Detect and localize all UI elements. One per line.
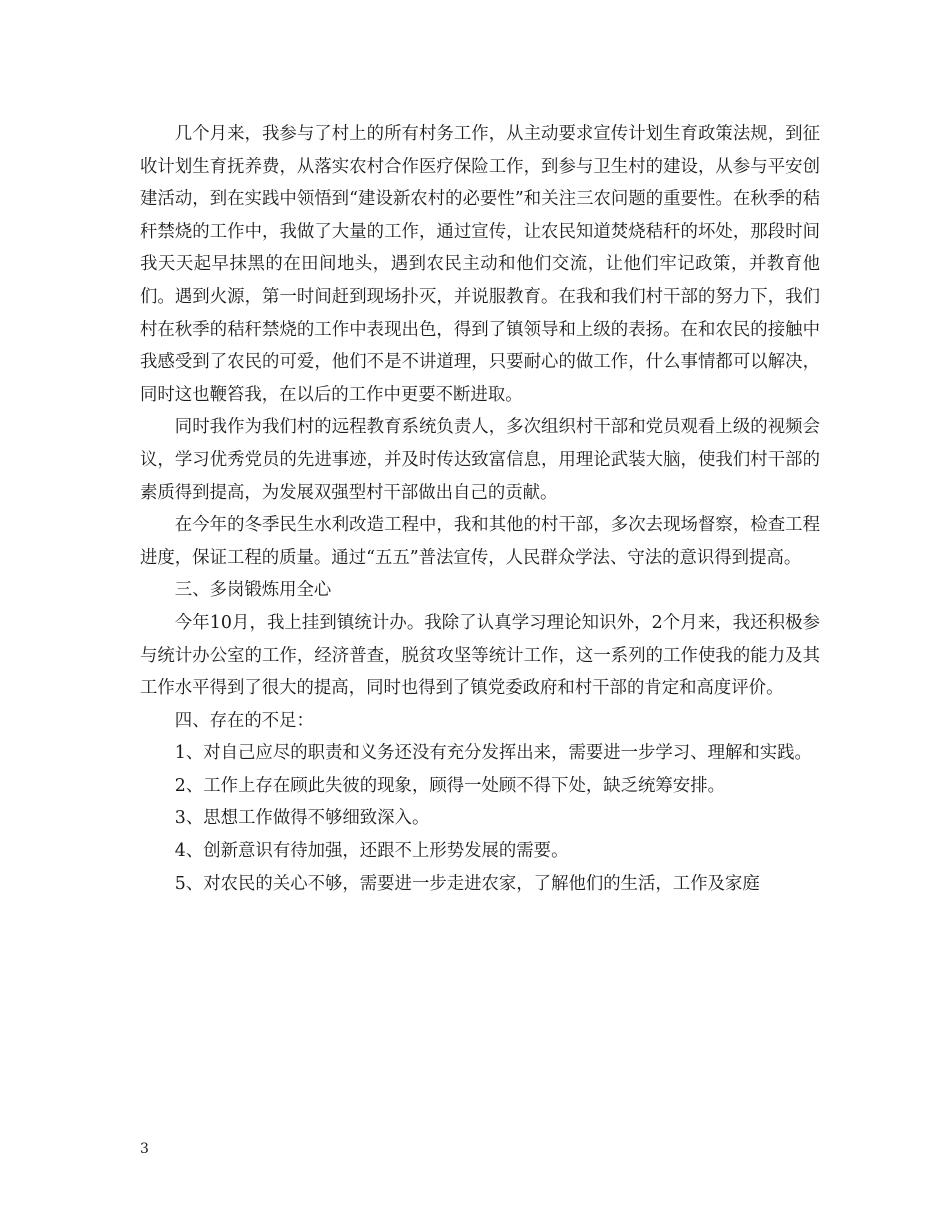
paragraph-village-work: 几个月来，我参与了村上的所有村务工作，从主动要求宣传计划生育政策法规，到征收计划生育抚养费，从落实农村合作医疗保险工作，到参与卫生村的建设，从参与平安创建活动，到在实践中领悟到“建设新农村的必要性”和关注三农问题的重要性。在秋季的秸秆禁烧的工作中，我做了大量的工作，通过宣传，让农民知道焚烧秸秆的坏处，那段时间我天天起早抹黑的在田间地头，遇到农民主动和他们交流，让他们牢记政策，并教育他们。遇到火源，第一时间赶到现场扑灭，并说服教育。在我和我们村干部的努力下，我们村在秋季的秸秆禁烧的工作中表现出色，得到了镇领导和上级的表扬。在和农民的接触中我感受到了农民的可爱，他们不是不讲道理，只要耐心的做工作，什么事情都可以解决，同时这也鞭笞我，在以后的工作中更要不断进取。: [140, 124, 820, 405]
list-item-shortcoming-4: 4、创新意识有待加强，还跟不上形势发展的需要。: [174, 841, 569, 862]
paragraph-remote-education: 同时我作为我们村的远程教育系统负责人，多次组织村干部和党员观看上级的视频会议，学习优秀党员的先进事迹，并及时传达致富信息，用理论武装大脑，使我们村干部的素质得到提高，为发展双强型村干部做出自己的贡献。: [140, 417, 820, 503]
section-heading-four: 四、存在的不足：: [174, 710, 314, 731]
document-body: [140, 118, 820, 900]
list-item-shortcoming-5: 5、对农民的关心不够，需要进一步走进农家，了解他们的生活，工作及家庭: [174, 873, 760, 894]
list-item-shortcoming-3: 3、思想工作做得不够细致深入。: [174, 808, 430, 829]
paragraph-statistics-office: 今年10月，我上挂到镇统计办。我除了认真学习理论知识外，2个月来，我还积极参与统计办公室的工作，经济普查，脱贫攻坚等统计工作，这一系列的工作使我的能力及其工作水平得到了很大的提高，同时也得到了镇党委政府和村干部的肯定和高度评价。: [140, 612, 820, 699]
section-heading-three: 三、多岗锻炼用全心: [174, 580, 332, 601]
paragraph-water-project: 在今年的冬季民生水利改造工程中，我和其他的村干部，多次去现场督察，检查工程进度，保证工程的质量。通过“五五”普法宣传，人民群众学法、守法的意识得到提高。: [140, 515, 820, 568]
list-item-shortcoming-1: 1、对自己应尽的职责和义务还没有充分发挥出来，需要进一步学习、理解和实践。: [174, 743, 812, 764]
page-number: 3: [140, 1141, 149, 1157]
list-item-shortcoming-2: 2、工作上存在顾此失彼的现象，顾得一处顾不得下处，缺乏统筹安排。: [174, 775, 725, 796]
